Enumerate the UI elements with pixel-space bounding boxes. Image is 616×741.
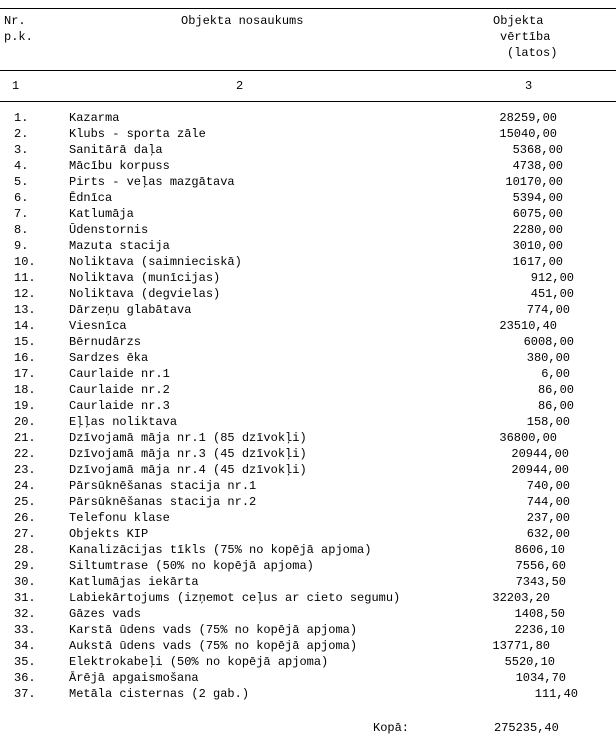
row-object-value: 5368,00 xyxy=(512,143,563,157)
row-object-name: Noliktava (saimnieciskā) xyxy=(69,255,242,269)
row-object-name: Caurlaide nr.3 xyxy=(69,399,170,413)
row-object-value: 6008,00 xyxy=(523,335,574,349)
row-number: 16. xyxy=(14,351,36,365)
column-index-1: 1 xyxy=(12,79,20,93)
table-row xyxy=(0,430,616,446)
row-number: 2. xyxy=(14,127,29,141)
row-number: 27. xyxy=(14,527,36,541)
table-row xyxy=(0,126,616,142)
row-object-value: 3010,00 xyxy=(512,239,563,253)
table-body xyxy=(0,110,616,702)
row-object-name: Dzīvojamā māja nr.4 (45 dzīvokļi) xyxy=(69,463,307,477)
row-object-name: Karstā ūdens vads (75% no kopējā apjoma) xyxy=(69,623,358,637)
table-row xyxy=(0,286,616,302)
row-object-name: Kanalizācijas tīkls (75% no kopējā apjoma) xyxy=(69,543,372,557)
row-object-name: Dzīvojamā māja nr.3 (45 dzīvokļi) xyxy=(69,447,307,461)
row-object-value: 20944,00 xyxy=(511,447,569,461)
row-number: 25. xyxy=(14,495,36,509)
row-object-value: 7556,60 xyxy=(515,559,566,573)
row-object-value: 2280,00 xyxy=(512,223,563,237)
row-number: 22. xyxy=(14,447,36,461)
row-number: 11. xyxy=(14,271,36,285)
row-number: 14. xyxy=(14,319,36,333)
row-number: 12. xyxy=(14,287,36,301)
row-number: 26. xyxy=(14,511,36,525)
row-object-name: Mazuta stacija xyxy=(69,239,170,253)
row-number: 18. xyxy=(14,383,36,397)
row-object-value: 20944,00 xyxy=(511,463,569,477)
row-object-value: 86,00 xyxy=(537,399,574,413)
row-number: 32. xyxy=(14,607,36,621)
row-object-name: Labiekārtojums (izņemot ceļus ar cieto segumu) xyxy=(69,591,401,605)
row-object-value: 451,00 xyxy=(530,287,574,301)
row-number: 36. xyxy=(14,671,36,685)
table-row xyxy=(0,686,616,702)
table-row xyxy=(0,446,616,462)
row-object-name: Aukstā ūdens vads (75% no kopējā apjoma) xyxy=(69,639,358,653)
table-row xyxy=(0,222,616,238)
row-object-value: 5520,10 xyxy=(504,655,555,669)
row-object-value: 1408,50 xyxy=(514,607,565,621)
header-object-name: Objekta nosaukums xyxy=(181,14,304,28)
row-object-value: 111,40 xyxy=(534,687,578,701)
table-row xyxy=(0,638,616,654)
row-object-name: Pārsūknēšanas stacija nr.2 xyxy=(69,495,257,509)
row-object-name: Mācību korpuss xyxy=(69,159,170,173)
row-object-name: Pirts - veļas mazgātava xyxy=(69,175,235,189)
row-object-value: 2236,10 xyxy=(514,623,565,637)
total-label: Kopā: xyxy=(373,721,410,735)
row-object-value: 13771,80 xyxy=(492,639,550,653)
row-number: 29. xyxy=(14,559,36,573)
row-object-value: 36800,00 xyxy=(499,431,557,445)
row-object-name: Dārzeņu glabātava xyxy=(69,303,192,317)
table-row xyxy=(0,398,616,414)
table-row xyxy=(0,270,616,286)
row-object-value: 15040,00 xyxy=(499,127,557,141)
header-rule xyxy=(0,70,616,71)
row-number: 24. xyxy=(14,479,36,493)
row-number: 31. xyxy=(14,591,36,605)
row-object-name: Noliktava (munīcijas) xyxy=(69,271,221,285)
row-object-value: 632,00 xyxy=(526,527,570,541)
row-object-name: Telefonu klase xyxy=(69,511,170,525)
table-row xyxy=(0,382,616,398)
table-row xyxy=(0,174,616,190)
row-object-value: 32203,20 xyxy=(492,591,550,605)
row-object-name: Metāla cisternas (2 gab.) xyxy=(69,687,250,701)
table-row xyxy=(0,462,616,478)
table-row xyxy=(0,574,616,590)
row-number: 3. xyxy=(14,143,29,157)
header-object-line1: Objekta xyxy=(493,14,544,28)
row-number: 1. xyxy=(14,111,29,125)
table-row xyxy=(0,622,616,638)
table-row xyxy=(0,238,616,254)
header-currency-line3: (latos) xyxy=(507,46,558,60)
row-object-name: Katlumājas iekārta xyxy=(69,575,199,589)
row-object-value: 740,00 xyxy=(526,479,570,493)
header-pk: p.k. xyxy=(4,30,33,44)
header-value-line2: vērtība xyxy=(500,30,551,44)
row-number: 19. xyxy=(14,399,36,413)
row-object-name: Noliktava (degvielas) xyxy=(69,287,221,301)
row-object-name: Elektrokabeļi (50% no kopējā apjoma) xyxy=(69,655,329,669)
table-row xyxy=(0,318,616,334)
row-number: 6. xyxy=(14,191,29,205)
row-object-value: 237,00 xyxy=(526,511,570,525)
row-object-value: 23510,40 xyxy=(499,319,557,333)
row-object-name: Klubs - sporta zāle xyxy=(69,127,206,141)
total-value: 275235,40 xyxy=(494,721,559,735)
row-object-name: Caurlaide nr.2 xyxy=(69,383,170,397)
row-number: 9. xyxy=(14,239,29,253)
row-number: 10. xyxy=(14,255,36,269)
row-object-name: Dzīvojamā māja nr.1 (85 dzīvokļi) xyxy=(69,431,307,445)
table-row xyxy=(0,606,616,622)
row-object-name: Kazarma xyxy=(69,111,120,125)
row-number: 13. xyxy=(14,303,36,317)
row-object-name: Ārējā apgaismošana xyxy=(69,671,199,685)
table-row xyxy=(0,254,616,270)
row-object-name: Pārsūknēšanas stacija nr.1 xyxy=(69,479,257,493)
table-row xyxy=(0,542,616,558)
table-row xyxy=(0,670,616,686)
row-number: 37. xyxy=(14,687,36,701)
row-object-value: 7343,50 xyxy=(515,575,566,589)
row-number: 15. xyxy=(14,335,36,349)
row-object-value: 744,00 xyxy=(526,495,570,509)
table-row xyxy=(0,654,616,670)
row-object-value: 86,00 xyxy=(537,383,574,397)
row-object-name: Sanitārā daļa xyxy=(69,143,163,157)
column-index-3: 3 xyxy=(525,79,533,93)
row-object-value: 28259,00 xyxy=(499,111,557,125)
row-object-name: Katlumāja xyxy=(69,207,134,221)
top-rule xyxy=(0,8,616,9)
table-row xyxy=(0,334,616,350)
row-number: 4. xyxy=(14,159,29,173)
table-row xyxy=(0,478,616,494)
row-object-value: 6075,00 xyxy=(512,207,563,221)
table-row xyxy=(0,302,616,318)
table-row xyxy=(0,366,616,382)
row-number: 28. xyxy=(14,543,36,557)
table-row xyxy=(0,510,616,526)
table-row xyxy=(0,110,616,126)
row-object-name: Bērnudārzs xyxy=(69,335,142,349)
column-index-2: 2 xyxy=(236,79,244,93)
table-row xyxy=(0,590,616,606)
row-object-name: Eļļas noliktava xyxy=(69,415,178,429)
table-row xyxy=(0,414,616,430)
row-object-value: 5394,00 xyxy=(512,191,563,205)
row-object-value: 912,00 xyxy=(530,271,574,285)
row-object-name: Gāzes vads xyxy=(69,607,142,621)
row-object-value: 1034,70 xyxy=(515,671,566,685)
row-object-name: Ēdnīca xyxy=(69,191,113,205)
row-object-value: 4738,00 xyxy=(512,159,563,173)
row-number: 17. xyxy=(14,367,36,381)
row-object-value: 774,00 xyxy=(526,303,570,317)
row-number: 34. xyxy=(14,639,36,653)
index-rule xyxy=(0,101,616,102)
row-number: 8. xyxy=(14,223,29,237)
row-object-name: Objekts KIP xyxy=(69,527,149,541)
row-number: 33. xyxy=(14,623,36,637)
table-row xyxy=(0,350,616,366)
row-object-name: Ūdenstornis xyxy=(69,223,149,237)
row-object-name: Siltumtrase (50% no kopējā apjoma) xyxy=(69,559,314,573)
table-row xyxy=(0,558,616,574)
row-number: 20. xyxy=(14,415,36,429)
row-object-value: 8606,10 xyxy=(514,543,565,557)
row-object-value: 1617,00 xyxy=(512,255,563,269)
row-object-value: 380,00 xyxy=(526,351,570,365)
row-number: 5. xyxy=(14,175,29,189)
row-number: 35. xyxy=(14,655,36,669)
row-object-name: Viesnīca xyxy=(69,319,127,333)
row-object-value: 10170,00 xyxy=(505,175,563,189)
row-number: 30. xyxy=(14,575,36,589)
table-row xyxy=(0,158,616,174)
row-object-name: Caurlaide nr.1 xyxy=(69,367,170,381)
row-object-value: 6,00 xyxy=(541,367,570,381)
row-object-value: 158,00 xyxy=(526,415,570,429)
table-row xyxy=(0,494,616,510)
table-row xyxy=(0,142,616,158)
header-nr: Nr. xyxy=(4,14,26,28)
row-object-name: Sardzes ēka xyxy=(69,351,149,365)
row-number: 21. xyxy=(14,431,36,445)
table-row xyxy=(0,206,616,222)
table-row xyxy=(0,526,616,542)
row-number: 7. xyxy=(14,207,29,221)
table-row xyxy=(0,190,616,206)
row-number: 23. xyxy=(14,463,36,477)
